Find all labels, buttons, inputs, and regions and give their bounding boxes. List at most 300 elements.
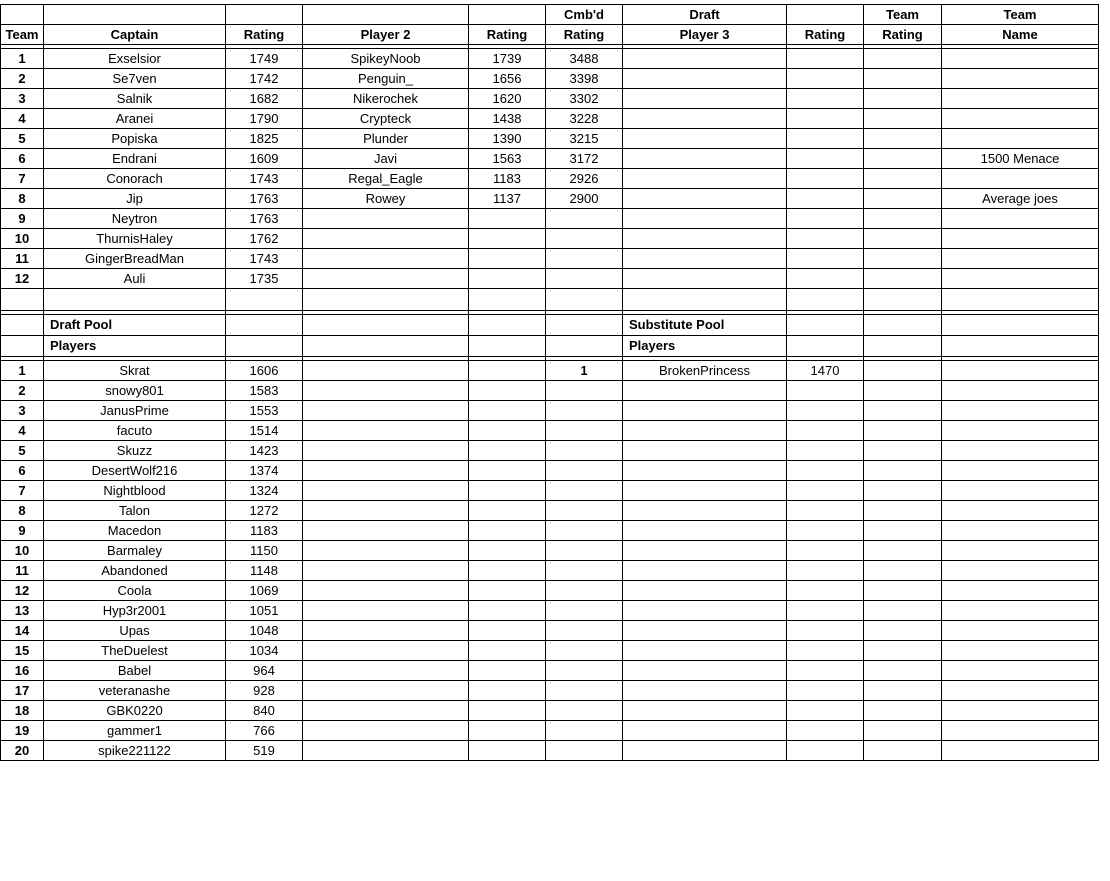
empty-cell	[942, 401, 1099, 421]
substitute-player-rating	[787, 421, 864, 441]
captain-rating: 1742	[226, 69, 303, 89]
draft-pool-row	[1, 561, 1099, 581]
team-name	[942, 209, 1099, 229]
draft-pool-number: 6	[1, 461, 44, 481]
captain-rating: 1682	[226, 89, 303, 109]
draft-pool-number: 3	[1, 401, 44, 421]
header-cell	[1, 5, 44, 25]
draft-pool-row	[1, 501, 1099, 521]
substitute-player-name	[623, 521, 787, 541]
empty-cell	[469, 501, 546, 521]
player3-name	[623, 69, 787, 89]
team-row	[1, 129, 1099, 149]
player3-name	[623, 89, 787, 109]
substitute-number	[546, 441, 623, 461]
draft-pool-number: 16	[1, 661, 44, 681]
substitute-number: 1	[546, 361, 623, 381]
empty-cell	[942, 561, 1099, 581]
empty-cell	[942, 721, 1099, 741]
substitute-player-name	[623, 561, 787, 581]
substitute-number	[546, 481, 623, 501]
column-header: Rating	[546, 25, 623, 45]
team-name	[942, 49, 1099, 69]
header-cell	[303, 5, 469, 25]
team-number: 7	[1, 169, 44, 189]
empty-cell	[469, 541, 546, 561]
empty-cell	[303, 361, 469, 381]
team-number: 4	[1, 109, 44, 129]
empty-cell	[469, 621, 546, 641]
draft-pool-player-name: Babel	[44, 661, 226, 681]
draft-pool-row	[1, 481, 1099, 501]
empty-cell	[864, 621, 942, 641]
substitute-player-rating	[787, 481, 864, 501]
substitute-pool-subtitle: Players	[623, 336, 787, 357]
substitute-player-name	[623, 601, 787, 621]
draft-pool-player-name: gammer1	[44, 721, 226, 741]
empty-cell	[469, 721, 546, 741]
team-rating	[864, 189, 942, 209]
team-number: 12	[1, 269, 44, 289]
substitute-number	[546, 681, 623, 701]
draft-pool-player-rating: 964	[226, 661, 303, 681]
player3-name	[623, 229, 787, 249]
empty-cell	[864, 721, 942, 741]
substitute-player-rating	[787, 441, 864, 461]
substitute-player-rating	[787, 541, 864, 561]
player2-rating: 1438	[469, 109, 546, 129]
draft-pool-row	[1, 581, 1099, 601]
combined-rating: 3228	[546, 109, 623, 129]
team-number: 10	[1, 229, 44, 249]
column-header: Player 2	[303, 25, 469, 45]
player2-rating: 1620	[469, 89, 546, 109]
player2-name: Nikerochek	[303, 89, 469, 109]
empty-cell	[303, 701, 469, 721]
empty-cell	[942, 501, 1099, 521]
empty-cell	[864, 401, 942, 421]
captain-rating: 1743	[226, 169, 303, 189]
substitute-player-name	[623, 501, 787, 521]
substitute-number	[546, 621, 623, 641]
player2-name	[303, 209, 469, 229]
draft-pool-number: 18	[1, 701, 44, 721]
player3-rating	[787, 129, 864, 149]
empty-cell	[303, 601, 469, 621]
substitute-pool-title: Substitute Pool	[623, 315, 787, 336]
team-rating	[864, 169, 942, 189]
header-row-2	[1, 25, 1099, 45]
header-cell: Team	[864, 5, 942, 25]
substitute-number	[546, 501, 623, 521]
player2-name: Rowey	[303, 189, 469, 209]
empty-cell	[469, 741, 546, 761]
team-rating	[864, 229, 942, 249]
team-row	[1, 49, 1099, 69]
team-rating	[864, 89, 942, 109]
draft-pool-player-rating: 1553	[226, 401, 303, 421]
substitute-player-name	[623, 741, 787, 761]
pools-section	[1, 289, 1099, 361]
draft-pool-number: 12	[1, 581, 44, 601]
draft-pool-player-rating: 1514	[226, 421, 303, 441]
team-rating	[864, 129, 942, 149]
player3-name	[623, 169, 787, 189]
header-cell	[44, 5, 226, 25]
header-cell	[226, 5, 303, 25]
empty-cell	[303, 541, 469, 561]
player3-rating	[787, 249, 864, 269]
substitute-player-name: BrokenPrincess	[623, 361, 787, 381]
team-number: 11	[1, 249, 44, 269]
draft-pool-player-name: facuto	[44, 421, 226, 441]
draft-pool-player-rating: 519	[226, 741, 303, 761]
substitute-player-name	[623, 441, 787, 461]
player2-name: Penguin_	[303, 69, 469, 89]
team-name	[942, 89, 1099, 109]
player3-name	[623, 109, 787, 129]
player3-rating	[787, 109, 864, 129]
draft-pool-player-rating: 1034	[226, 641, 303, 661]
blank-row	[1, 289, 1099, 311]
captain-rating: 1763	[226, 209, 303, 229]
empty-cell	[303, 641, 469, 661]
empty-cell	[864, 461, 942, 481]
draft-pool-row	[1, 721, 1099, 741]
draft-pool-player-name: Skrat	[44, 361, 226, 381]
substitute-player-name	[623, 661, 787, 681]
player2-name	[303, 249, 469, 269]
team-name	[942, 109, 1099, 129]
empty-cell	[469, 361, 546, 381]
substitute-number	[546, 661, 623, 681]
draft-pool-number: 15	[1, 641, 44, 661]
captain-name: Se7ven	[44, 69, 226, 89]
empty-cell	[864, 641, 942, 661]
empty-cell	[864, 441, 942, 461]
empty-cell	[864, 541, 942, 561]
player3-rating	[787, 229, 864, 249]
captain-rating: 1609	[226, 149, 303, 169]
draft-pool-player-rating: 1183	[226, 521, 303, 541]
draft-pool-player-name: GBK0220	[44, 701, 226, 721]
substitute-number	[546, 741, 623, 761]
captain-rating: 1790	[226, 109, 303, 129]
substitute-number	[546, 421, 623, 441]
substitute-player-rating	[787, 661, 864, 681]
draft-pool-number: 11	[1, 561, 44, 581]
draft-pool-player-rating: 1150	[226, 541, 303, 561]
player3-rating	[787, 89, 864, 109]
draft-pool-row	[1, 681, 1099, 701]
player3-name	[623, 49, 787, 69]
player2-rating: 1183	[469, 169, 546, 189]
empty-cell	[864, 381, 942, 401]
empty-cell	[942, 661, 1099, 681]
draft-pool-row	[1, 661, 1099, 681]
substitute-player-rating	[787, 741, 864, 761]
team-row	[1, 189, 1099, 209]
player2-name: SpikeyNoob	[303, 49, 469, 69]
team-name	[942, 169, 1099, 189]
substitute-number	[546, 541, 623, 561]
player3-rating	[787, 269, 864, 289]
substitute-player-rating	[787, 641, 864, 661]
draft-pool-number: 13	[1, 601, 44, 621]
draft-pool-number: 20	[1, 741, 44, 761]
substitute-player-rating	[787, 581, 864, 601]
team-number: 2	[1, 69, 44, 89]
header-cell: Draft	[623, 5, 787, 25]
team-row	[1, 109, 1099, 129]
draft-pool-player-name: Abandoned	[44, 561, 226, 581]
draft-pool-player-rating: 1272	[226, 501, 303, 521]
player3-rating	[787, 149, 864, 169]
draft-pool-player-name: TheDuelest	[44, 641, 226, 661]
team-rating	[864, 249, 942, 269]
empty-cell	[864, 581, 942, 601]
draft-pool-number: 2	[1, 381, 44, 401]
substitute-number	[546, 601, 623, 621]
substitute-player-rating	[787, 501, 864, 521]
team-row	[1, 229, 1099, 249]
combined-rating	[546, 269, 623, 289]
substitute-player-rating	[787, 681, 864, 701]
empty-cell	[303, 581, 469, 601]
player2-name: Javi	[303, 149, 469, 169]
player3-rating	[787, 209, 864, 229]
team-name	[942, 129, 1099, 149]
captain-name: Jip	[44, 189, 226, 209]
draft-pool-number: 14	[1, 621, 44, 641]
empty-cell	[469, 561, 546, 581]
empty-cell	[303, 461, 469, 481]
substitute-number	[546, 381, 623, 401]
player3-name	[623, 129, 787, 149]
draft-pool-number: 19	[1, 721, 44, 741]
column-header: Rating	[226, 25, 303, 45]
draft-pool-player-name: JanusPrime	[44, 401, 226, 421]
team-row	[1, 249, 1099, 269]
draft-pool-body	[1, 361, 1099, 761]
draft-pool-number: 10	[1, 541, 44, 561]
player2-rating	[469, 269, 546, 289]
team-name	[942, 269, 1099, 289]
substitute-player-name	[623, 681, 787, 701]
empty-cell	[942, 361, 1099, 381]
empty-cell	[942, 641, 1099, 661]
substitute-player-name	[623, 461, 787, 481]
empty-cell	[864, 681, 942, 701]
draft-pool-player-rating: 1606	[226, 361, 303, 381]
column-header: Player 3	[623, 25, 787, 45]
substitute-player-rating	[787, 381, 864, 401]
empty-cell	[864, 701, 942, 721]
draft-pool-player-name: Talon	[44, 501, 226, 521]
draft-pool-player-rating: 766	[226, 721, 303, 741]
captain-name: Exselsior	[44, 49, 226, 69]
draft-pool-player-rating: 1048	[226, 621, 303, 641]
empty-cell	[942, 601, 1099, 621]
empty-cell	[469, 641, 546, 661]
empty-cell	[469, 581, 546, 601]
captain-name: Auli	[44, 269, 226, 289]
column-header: Name	[942, 25, 1099, 45]
draft-pool-number: 8	[1, 501, 44, 521]
team-row	[1, 69, 1099, 89]
draft-pool-number: 1	[1, 361, 44, 381]
draft-pool-number: 9	[1, 521, 44, 541]
substitute-player-rating	[787, 521, 864, 541]
team-row	[1, 169, 1099, 189]
substitute-number	[546, 401, 623, 421]
empty-cell	[303, 381, 469, 401]
player2-name: Regal_Eagle	[303, 169, 469, 189]
empty-cell	[864, 521, 942, 541]
player2-rating	[469, 249, 546, 269]
team-number: 1	[1, 49, 44, 69]
substitute-player-name	[623, 721, 787, 741]
empty-cell	[303, 741, 469, 761]
empty-cell	[469, 401, 546, 421]
draft-pool-player-rating: 928	[226, 681, 303, 701]
draft-pool-player-name: veteranashe	[44, 681, 226, 701]
empty-cell	[864, 561, 942, 581]
captain-name: Conorach	[44, 169, 226, 189]
player2-rating	[469, 229, 546, 249]
captain-name: Neytron	[44, 209, 226, 229]
substitute-player-name	[623, 421, 787, 441]
empty-cell	[864, 601, 942, 621]
substitute-player-name	[623, 621, 787, 641]
substitute-number	[546, 701, 623, 721]
substitute-number	[546, 581, 623, 601]
draft-pool-row	[1, 461, 1099, 481]
draft-pool-player-rating: 1423	[226, 441, 303, 461]
combined-rating: 3488	[546, 49, 623, 69]
empty-cell	[469, 701, 546, 721]
empty-cell	[942, 461, 1099, 481]
draft-pool-row	[1, 701, 1099, 721]
substitute-player-rating	[787, 461, 864, 481]
combined-rating: 3302	[546, 89, 623, 109]
header-cell: Team	[942, 5, 1099, 25]
empty-cell	[942, 621, 1099, 641]
draft-pool-player-rating: 1374	[226, 461, 303, 481]
empty-cell	[942, 481, 1099, 501]
empty-cell	[303, 721, 469, 741]
empty-cell	[469, 441, 546, 461]
draft-pool-player-rating: 1148	[226, 561, 303, 581]
captain-rating: 1762	[226, 229, 303, 249]
draft-pool-player-name: Barmaley	[44, 541, 226, 561]
draft-pool-row	[1, 641, 1099, 661]
captain-name: Popiska	[44, 129, 226, 149]
empty-cell	[942, 701, 1099, 721]
draft-pool-player-name: Coola	[44, 581, 226, 601]
substitute-number	[546, 641, 623, 661]
substitute-player-rating	[787, 621, 864, 641]
empty-cell	[469, 481, 546, 501]
draft-pool-number: 7	[1, 481, 44, 501]
substitute-player-rating: 1470	[787, 361, 864, 381]
player2-rating: 1137	[469, 189, 546, 209]
team-row	[1, 269, 1099, 289]
combined-rating	[546, 209, 623, 229]
player3-name	[623, 209, 787, 229]
team-row	[1, 149, 1099, 169]
combined-rating: 3172	[546, 149, 623, 169]
header-cell	[469, 5, 546, 25]
draft-pool-number: 4	[1, 421, 44, 441]
draft-pool-player-rating: 840	[226, 701, 303, 721]
player3-name	[623, 249, 787, 269]
team-name	[942, 249, 1099, 269]
empty-cell	[303, 681, 469, 701]
player2-rating: 1563	[469, 149, 546, 169]
empty-cell	[469, 461, 546, 481]
draft-pool-row	[1, 401, 1099, 421]
team-number: 3	[1, 89, 44, 109]
substitute-player-name	[623, 401, 787, 421]
empty-cell	[303, 561, 469, 581]
draft-pool-player-rating: 1324	[226, 481, 303, 501]
substitute-number	[546, 721, 623, 741]
empty-cell	[864, 501, 942, 521]
substitute-number	[546, 561, 623, 581]
captain-rating: 1825	[226, 129, 303, 149]
column-header: Team	[1, 25, 44, 45]
team-name: Average joes	[942, 189, 1099, 209]
captain-name: ThurnisHaley	[44, 229, 226, 249]
draft-pool-player-name: Nightblood	[44, 481, 226, 501]
substitute-player-name	[623, 481, 787, 501]
combined-rating: 2926	[546, 169, 623, 189]
team-rating	[864, 149, 942, 169]
player3-name	[623, 149, 787, 169]
empty-cell	[864, 361, 942, 381]
empty-cell	[942, 741, 1099, 761]
draft-pool-player-name: Skuzz	[44, 441, 226, 461]
draft-pool-row	[1, 621, 1099, 641]
empty-cell	[942, 541, 1099, 561]
empty-cell	[942, 681, 1099, 701]
empty-cell	[303, 421, 469, 441]
draft-pool-player-name: Upas	[44, 621, 226, 641]
combined-rating: 2900	[546, 189, 623, 209]
empty-cell	[864, 741, 942, 761]
draft-pool-number: 5	[1, 441, 44, 461]
draft-pool-row	[1, 361, 1099, 381]
player2-rating: 1390	[469, 129, 546, 149]
header-cell	[787, 5, 864, 25]
draft-pool-player-name: Macedon	[44, 521, 226, 541]
combined-rating	[546, 229, 623, 249]
empty-cell	[469, 601, 546, 621]
draft-pool-player-name: DesertWolf216	[44, 461, 226, 481]
empty-cell	[942, 581, 1099, 601]
substitute-player-rating	[787, 701, 864, 721]
header-cell: Cmb'd	[546, 5, 623, 25]
draft-pool-player-name: spike221122	[44, 741, 226, 761]
team-rating	[864, 209, 942, 229]
empty-cell	[469, 421, 546, 441]
player3-rating	[787, 189, 864, 209]
captain-name: Salnik	[44, 89, 226, 109]
substitute-number	[546, 521, 623, 541]
empty-cell	[942, 521, 1099, 541]
team-rating	[864, 69, 942, 89]
